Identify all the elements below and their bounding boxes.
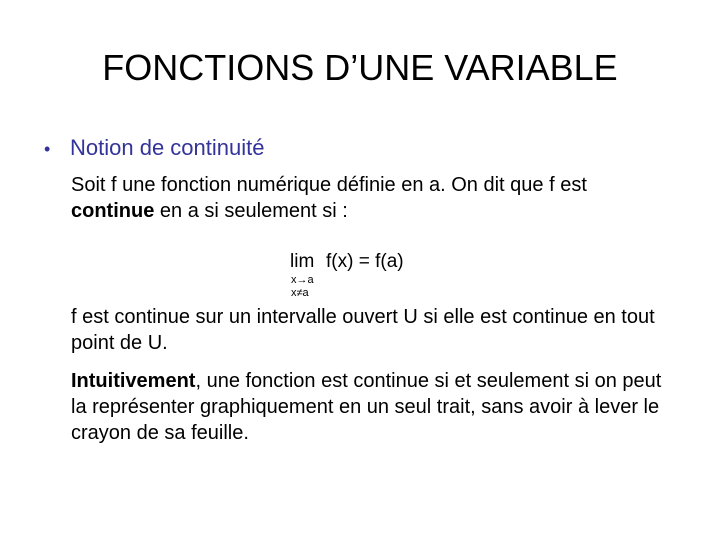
formula-lim-operator: lim [290, 251, 315, 272]
interval-paragraph: f est continue sur un intervalle ouvert U si elle est continue en tout point de U. [71, 306, 655, 354]
slide-title: FONCTIONS D’UNE VARIABLE [102, 47, 618, 88]
definition-bold-term: continue [71, 200, 155, 222]
intuition-paragraph [71, 368, 681, 446]
limit-formula [290, 248, 450, 304]
formula-subscript-approach: x→a [291, 274, 314, 286]
bullet-item [44, 133, 264, 164]
bullet-dot-icon: • [44, 139, 51, 159]
definition-paragraph [71, 172, 671, 224]
formula-subscript-exclusion: x≠a [291, 287, 309, 299]
definition-text-end: en a si seulement si : [154, 200, 348, 222]
intuition-bold-term: Intuitivement [71, 370, 196, 392]
bullet-text: Notion de continuité [70, 135, 265, 160]
definition-text-start: Soit f une fonction numérique définie en a. On dit que f est [71, 174, 587, 196]
formula-expression: f(x) = f(a) [326, 251, 404, 272]
intuition-text: , une fonction est continue si et seulement si on peut la représenter graphiquement en un seul trait, sans avoir à lever le crayon de sa feuille. [71, 370, 662, 444]
